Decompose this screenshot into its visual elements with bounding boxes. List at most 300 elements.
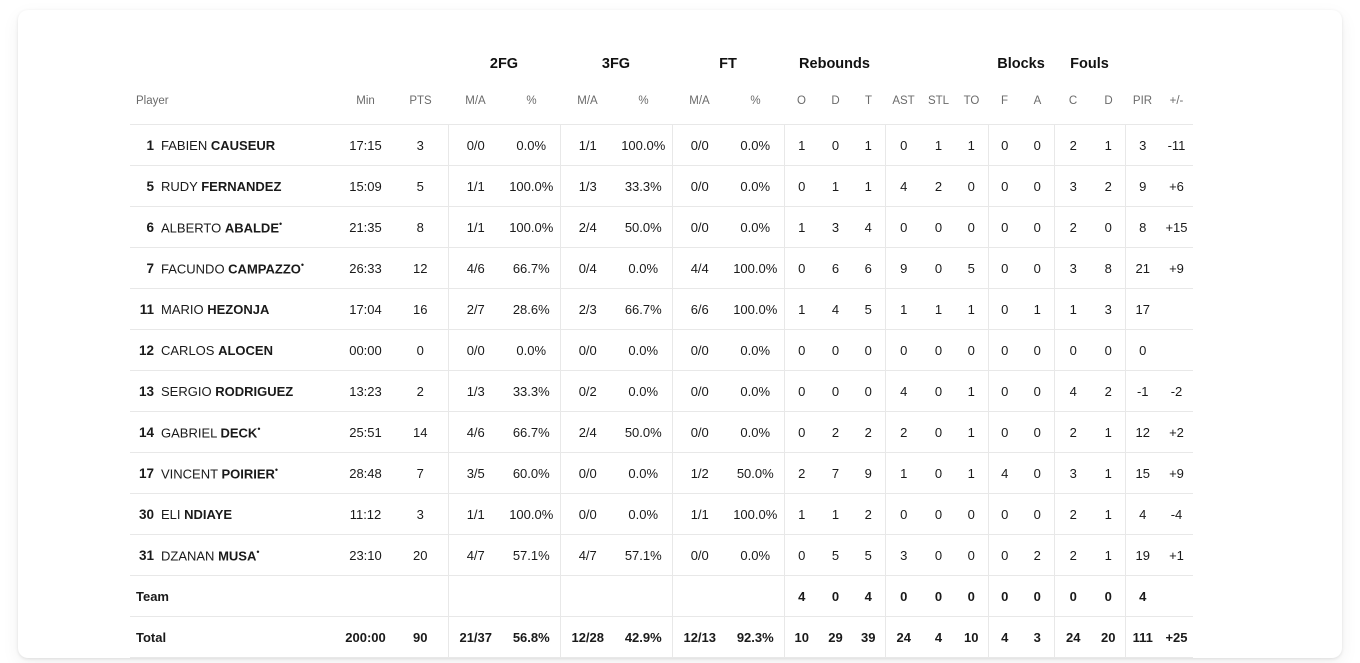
total-row <box>130 617 1193 658</box>
col-foul-c: C <box>1068 95 1078 107</box>
cell-3fg-pct: 0.0% <box>615 494 672 535</box>
cell-reb-o: 0 <box>784 412 819 453</box>
table-row[interactable] <box>130 330 1193 371</box>
cell-2fg-ma: 0/0 <box>448 330 503 371</box>
column-header-row <box>130 86 1193 125</box>
cell-foul-c: 2 <box>1054 207 1092 248</box>
table-row[interactable] <box>130 125 1193 166</box>
col-2fg-ma: M/A <box>465 95 486 107</box>
cell-foul-d: 2 <box>1092 166 1125 207</box>
col-2fg-pct: % <box>526 95 537 107</box>
cell-blk-f: 0 <box>988 330 1021 371</box>
cell-stl: 0 <box>922 330 955 371</box>
cell-foul-c: 3 <box>1054 453 1092 494</box>
cell-reb-d: 4 <box>819 289 852 330</box>
col-ast: AST <box>892 95 915 107</box>
boxscore-card <box>18 10 1342 658</box>
cell-foul-c: 1 <box>1054 289 1092 330</box>
cell-pir: 9 <box>1125 166 1160 207</box>
cell-ft-pct: 0.0% <box>727 412 784 453</box>
cell-ast: 4 <box>885 371 922 412</box>
player-number: 17 <box>138 466 154 482</box>
cell-to: 0 <box>955 535 988 576</box>
cell-min: 11:12 <box>338 494 393 535</box>
team-row-cell-reb-o: 4 <box>784 576 819 617</box>
cell-stl: 0 <box>922 535 955 576</box>
player-last-name: MUSA <box>218 548 257 564</box>
cell-reb-d: 2 <box>819 412 852 453</box>
player-number: 11 <box>139 301 154 317</box>
cell-3fg-ma: 1/3 <box>560 166 615 207</box>
cell-foul-c: 2 <box>1054 535 1092 576</box>
cell-stl: 1 <box>922 289 955 330</box>
cell-blk-a: 0 <box>1021 453 1054 494</box>
cell-pts: 2 <box>393 371 448 412</box>
cell-reb-d: 1 <box>819 166 852 207</box>
total-row-cell-blk-f: 4 <box>988 617 1021 658</box>
cell-to: 0 <box>955 330 988 371</box>
team-row-cell-min <box>338 576 393 617</box>
cell-ft-pct: 50.0% <box>727 453 784 494</box>
col-blk-f: F <box>1000 95 1009 107</box>
team-row-cell-ft-pct <box>727 576 784 617</box>
cell-stl: 0 <box>922 248 955 289</box>
cell-blk-a: 0 <box>1021 166 1054 207</box>
table-row[interactable] <box>130 289 1193 330</box>
cell-reb-t: 0 <box>852 371 885 412</box>
total-row-cell-pir: 111 <box>1125 617 1160 658</box>
col-reb-t: T <box>864 95 873 107</box>
team-row-cell-reb-t: 4 <box>852 576 885 617</box>
cell-reb-t: 5 <box>852 289 885 330</box>
cell-blk-a: 0 <box>1021 207 1054 248</box>
cell-foul-d: 1 <box>1092 535 1125 576</box>
table-row[interactable] <box>130 494 1193 535</box>
player-number: 1 <box>146 137 154 153</box>
group-spacer-pir <box>1125 48 1193 86</box>
cell-3fg-pct: 33.3% <box>615 166 672 207</box>
group-header-fouls: Fouls <box>1070 56 1109 72</box>
cell-3fg-ma: 2/4 <box>560 207 615 248</box>
cell-pts: 3 <box>393 125 448 166</box>
player-first-name: VINCENT <box>161 466 222 482</box>
cell-min: 00:00 <box>338 330 393 371</box>
total-row-cell-2fg-ma: 21/37 <box>448 617 503 658</box>
cell-ast: 0 <box>885 494 922 535</box>
total-row-cell-pts: 90 <box>393 617 448 658</box>
cell-foul-c: 4 <box>1054 371 1092 412</box>
cell-ft-ma: 0/0 <box>672 207 727 248</box>
cell-ft-ma: 4/4 <box>672 248 727 289</box>
cell-plusminus: +2 <box>1160 412 1193 453</box>
cell-pir: 0 <box>1125 330 1160 371</box>
cell-ft-pct: 100.0% <box>727 248 784 289</box>
cell-3fg-ma: 0/4 <box>560 248 615 289</box>
cell-stl: 0 <box>922 371 955 412</box>
cell-plusminus: -4 <box>1160 494 1193 535</box>
player-first-name: ALBERTO <box>161 220 225 236</box>
team-row-cell-blk-a: 0 <box>1021 576 1054 617</box>
total-row-cell-stl: 4 <box>922 617 955 658</box>
cell-reb-o: 0 <box>784 248 819 289</box>
table-row[interactable] <box>130 535 1193 576</box>
group-spacer <box>130 48 338 86</box>
player-cell[interactable] <box>130 371 338 412</box>
player-last-name: ALOCEN <box>218 342 273 358</box>
total-row-cell-to: 10 <box>955 617 988 658</box>
cell-ast: 1 <box>885 289 922 330</box>
cell-blk-f: 0 <box>988 248 1021 289</box>
cell-pts: 7 <box>393 453 448 494</box>
team-row-cell-3fg-ma <box>560 576 615 617</box>
group-spacer-astgroup <box>885 48 988 86</box>
cell-stl: 1 <box>922 125 955 166</box>
cell-foul-c: 2 <box>1054 494 1092 535</box>
cell-3fg-ma: 0/2 <box>560 371 615 412</box>
cell-reb-o: 0 <box>784 166 819 207</box>
cell-ast: 2 <box>885 412 922 453</box>
cell-plusminus <box>1160 330 1193 371</box>
cell-blk-a: 0 <box>1021 494 1054 535</box>
cell-3fg-ma: 4/7 <box>560 535 615 576</box>
player-first-name: RUDY <box>161 178 202 194</box>
col-min: Min <box>356 95 375 107</box>
cell-reb-t: 6 <box>852 248 885 289</box>
cell-ft-pct: 0.0% <box>727 535 784 576</box>
cell-to: 1 <box>955 371 988 412</box>
team-row-cell-to: 0 <box>955 576 988 617</box>
player-rows <box>130 125 1193 576</box>
cell-pir: 4 <box>1125 494 1160 535</box>
team-row-cell-reb-d: 0 <box>819 576 852 617</box>
cell-blk-a: 2 <box>1021 535 1054 576</box>
table-row[interactable] <box>130 453 1193 494</box>
cell-reb-d: 1 <box>819 494 852 535</box>
cell-2fg-ma: 4/6 <box>448 412 503 453</box>
cell-3fg-ma: 0/0 <box>560 330 615 371</box>
player-cell[interactable] <box>130 289 338 330</box>
cell-foul-d: 1 <box>1092 453 1125 494</box>
cell-ast: 0 <box>885 330 922 371</box>
cell-reb-o: 2 <box>784 453 819 494</box>
col-pir: PIR <box>1132 95 1153 107</box>
cell-3fg-pct: 50.0% <box>615 412 672 453</box>
cell-pts: 0 <box>393 330 448 371</box>
boxscore-table <box>130 48 1193 658</box>
player-last-name: CAMPAZZO <box>228 261 301 277</box>
cell-to: 0 <box>955 494 988 535</box>
cell-pir: 8 <box>1125 207 1160 248</box>
cell-2fg-ma: 4/6 <box>448 248 503 289</box>
cell-ast: 1 <box>885 453 922 494</box>
cell-plusminus: -2 <box>1160 371 1193 412</box>
cell-blk-f: 0 <box>988 289 1021 330</box>
cell-ft-ma: 0/0 <box>672 535 727 576</box>
cell-pts: 3 <box>393 494 448 535</box>
cell-reb-t: 2 <box>852 412 885 453</box>
player-cell[interactable] <box>130 330 338 371</box>
player-cell[interactable] <box>130 207 338 248</box>
cell-to: 1 <box>955 125 988 166</box>
player-first-name: FABIEN <box>161 137 211 153</box>
cell-foul-d: 0 <box>1092 207 1125 248</box>
cell-reb-t: 2 <box>852 494 885 535</box>
cell-ast: 0 <box>885 207 922 248</box>
cell-2fg-pct: 66.7% <box>503 412 560 453</box>
cell-to: 1 <box>955 412 988 453</box>
table-row[interactable] <box>130 412 1193 453</box>
cell-3fg-pct: 0.0% <box>615 371 672 412</box>
cell-plusminus: -11 <box>1160 125 1193 166</box>
cell-ft-ma: 6/6 <box>672 289 727 330</box>
team-row-cell-foul-c: 0 <box>1054 576 1092 617</box>
player-number: 14 <box>138 425 154 441</box>
player-cell[interactable] <box>130 535 338 576</box>
cell-plusminus: +1 <box>1160 535 1193 576</box>
cell-2fg-pct: 0.0% <box>503 125 560 166</box>
player-first-name: MARIO <box>161 301 208 317</box>
cell-reb-d: 6 <box>819 248 852 289</box>
team-row-cell-2fg-ma <box>448 576 503 617</box>
cell-2fg-pct: 100.0% <box>503 207 560 248</box>
cell-2fg-ma: 1/3 <box>448 371 503 412</box>
cell-ast: 0 <box>885 125 922 166</box>
cell-3fg-pct: 0.0% <box>615 453 672 494</box>
total-row-cell-ast: 24 <box>885 617 922 658</box>
table-row[interactable] <box>130 166 1193 207</box>
cell-2fg-pct: 66.7% <box>503 248 560 289</box>
cell-ft-pct: 0.0% <box>727 330 784 371</box>
cell-reb-t: 1 <box>852 125 885 166</box>
cell-3fg-ma: 0/0 <box>560 453 615 494</box>
cell-min: 26:33 <box>338 248 393 289</box>
cell-ft-pct: 0.0% <box>727 166 784 207</box>
group-header-2fg: 2FG <box>489 56 519 72</box>
cell-3fg-pct: 57.1% <box>615 535 672 576</box>
col-plusminus: +/- <box>1169 95 1184 107</box>
cell-pir: 15 <box>1125 453 1160 494</box>
cell-reb-t: 5 <box>852 535 885 576</box>
table-row[interactable] <box>130 248 1193 289</box>
team-row-cell-foul-d: 0 <box>1092 576 1125 617</box>
cell-blk-f: 0 <box>988 535 1021 576</box>
cell-foul-c: 2 <box>1054 125 1092 166</box>
cell-pir: 19 <box>1125 535 1160 576</box>
cell-2fg-ma: 1/1 <box>448 494 503 535</box>
cell-pts: 5 <box>393 166 448 207</box>
cell-foul-c: 3 <box>1054 248 1092 289</box>
col-to: TO <box>963 95 980 107</box>
cell-plusminus: +9 <box>1160 453 1193 494</box>
cell-stl: 0 <box>922 412 955 453</box>
group-header-blocks: Blocks <box>997 56 1045 72</box>
cell-blk-f: 0 <box>988 125 1021 166</box>
table-row[interactable] <box>130 371 1193 412</box>
cell-3fg-pct: 0.0% <box>615 248 672 289</box>
cell-stl: 0 <box>922 453 955 494</box>
player-number: 6 <box>146 220 154 236</box>
cell-blk-a: 0 <box>1021 248 1054 289</box>
col-stl: STL <box>927 95 950 107</box>
cell-to: 1 <box>955 289 988 330</box>
player-last-name: DECK <box>220 425 258 441</box>
cell-min: 15:09 <box>338 166 393 207</box>
cell-foul-d: 2 <box>1092 371 1125 412</box>
group-header-row <box>130 48 1193 86</box>
cell-3fg-ma: 1/1 <box>560 125 615 166</box>
player-cell[interactable] <box>130 412 338 453</box>
total-row-cell-plusminus: +25 <box>1160 617 1193 658</box>
cell-2fg-pct: 33.3% <box>503 371 560 412</box>
cell-ft-ma: 1/2 <box>672 453 727 494</box>
cell-to: 0 <box>955 207 988 248</box>
cell-min: 17:15 <box>338 125 393 166</box>
total-row-cell-blk-a: 3 <box>1021 617 1054 658</box>
cell-foul-c: 2 <box>1054 412 1092 453</box>
player-cell[interactable] <box>130 125 338 166</box>
cell-ast: 3 <box>885 535 922 576</box>
player-first-name: CARLOS <box>161 342 219 358</box>
total-row-cell-3fg-pct: 42.9% <box>615 617 672 658</box>
player-last-name: NDIAYE <box>184 506 233 522</box>
cell-reb-d: 3 <box>819 207 852 248</box>
group-header-3fg: 3FG <box>601 56 631 72</box>
col-reb-o: O <box>797 95 806 107</box>
cell-2fg-ma: 1/1 <box>448 207 503 248</box>
group-spacer-pts <box>393 48 448 86</box>
group-spacer-min <box>338 48 393 86</box>
player-cell[interactable] <box>130 453 338 494</box>
cell-pir: 12 <box>1125 412 1160 453</box>
cell-2fg-pct: 100.0% <box>503 494 560 535</box>
total-row-cell-min: 200:00 <box>338 617 393 658</box>
player-cell[interactable] <box>130 248 338 289</box>
player-first-name: GABRIEL <box>161 425 221 441</box>
cell-reb-d: 0 <box>819 330 852 371</box>
team-row-cell-pir: 4 <box>1125 576 1160 617</box>
team-row-cell-plusminus <box>1160 576 1193 617</box>
col-blk-a: A <box>1033 95 1042 107</box>
player-number: 5 <box>146 178 154 194</box>
total-row-cell-3fg-ma: 12/28 <box>560 617 615 658</box>
cell-min: 21:35 <box>338 207 393 248</box>
cell-blk-a: 0 <box>1021 330 1054 371</box>
cell-blk-a: 0 <box>1021 412 1054 453</box>
cell-plusminus: +6 <box>1160 166 1193 207</box>
cell-foul-d: 1 <box>1092 125 1125 166</box>
cell-pir: 3 <box>1125 125 1160 166</box>
player-last-name: RODRIGUEZ <box>215 383 294 399</box>
cell-pir: 17 <box>1125 289 1160 330</box>
player-number: 30 <box>138 506 154 522</box>
player-number: 31 <box>138 548 154 564</box>
cell-blk-a: 0 <box>1021 125 1054 166</box>
cell-reb-t: 1 <box>852 166 885 207</box>
cell-3fg-pct: 66.7% <box>615 289 672 330</box>
cell-3fg-ma: 0/0 <box>560 494 615 535</box>
cell-reb-o: 1 <box>784 494 819 535</box>
cell-pts: 14 <box>393 412 448 453</box>
col-player: Player <box>136 95 169 107</box>
cell-reb-d: 7 <box>819 453 852 494</box>
cell-2fg-pct: 57.1% <box>503 535 560 576</box>
cell-blk-f: 0 <box>988 412 1021 453</box>
cell-ft-pct: 0.0% <box>727 207 784 248</box>
col-foul-d: D <box>1104 95 1113 107</box>
cell-plusminus: +15 <box>1160 207 1193 248</box>
cell-foul-d: 1 <box>1092 412 1125 453</box>
summary-rows <box>130 576 1193 658</box>
cell-foul-c: 3 <box>1054 166 1092 207</box>
cell-blk-f: 0 <box>988 371 1021 412</box>
player-number: 12 <box>138 342 154 358</box>
cell-reb-d: 0 <box>819 371 852 412</box>
cell-blk-f: 0 <box>988 166 1021 207</box>
cell-ft-pct: 100.0% <box>727 494 784 535</box>
cell-2fg-pct: 28.6% <box>503 289 560 330</box>
cell-3fg-ma: 2/4 <box>560 412 615 453</box>
cell-ft-ma: 0/0 <box>672 412 727 453</box>
col-ft-ma: M/A <box>689 95 710 107</box>
col-3fg-pct: % <box>638 95 649 107</box>
cell-ast: 9 <box>885 248 922 289</box>
cell-3fg-pct: 100.0% <box>615 125 672 166</box>
cell-ft-pct: 100.0% <box>727 289 784 330</box>
starter-marker-icon: • <box>257 423 261 434</box>
cell-blk-a: 0 <box>1021 371 1054 412</box>
cell-reb-o: 0 <box>784 371 819 412</box>
starter-marker-icon: • <box>279 218 283 229</box>
cell-2fg-pct: 0.0% <box>503 330 560 371</box>
player-cell[interactable] <box>130 494 338 535</box>
cell-ft-ma: 0/0 <box>672 371 727 412</box>
cell-reb-d: 0 <box>819 125 852 166</box>
total-row-cell-foul-c: 24 <box>1054 617 1092 658</box>
cell-foul-d: 8 <box>1092 248 1125 289</box>
team-row-cell-3fg-pct <box>615 576 672 617</box>
cell-2fg-pct: 60.0% <box>503 453 560 494</box>
cell-reb-o: 0 <box>784 535 819 576</box>
table-row[interactable] <box>130 207 1193 248</box>
cell-blk-f: 0 <box>988 494 1021 535</box>
col-3fg-ma: M/A <box>577 95 598 107</box>
player-cell[interactable] <box>130 166 338 207</box>
cell-ft-ma: 0/0 <box>672 125 727 166</box>
col-reb-d: D <box>831 95 840 107</box>
player-first-name: FACUNDO <box>161 261 229 277</box>
player-first-name: SERGIO <box>161 383 216 399</box>
player-last-name: ABALDE <box>224 220 279 236</box>
cell-2fg-pct: 100.0% <box>503 166 560 207</box>
player-number: 13 <box>138 383 154 399</box>
cell-reb-t: 4 <box>852 207 885 248</box>
cell-plusminus <box>1160 289 1193 330</box>
player-first-name: ELI <box>161 506 185 522</box>
cell-pts: 16 <box>393 289 448 330</box>
player-last-name: FERNANDEZ <box>201 178 282 194</box>
cell-reb-o: 1 <box>784 125 819 166</box>
total-row-cell-foul-d: 20 <box>1092 617 1125 658</box>
player-first-name: DZANAN <box>161 548 219 564</box>
cell-ft-pct: 0.0% <box>727 371 784 412</box>
cell-foul-d: 1 <box>1092 494 1125 535</box>
cell-foul-c: 0 <box>1054 330 1092 371</box>
cell-min: 17:04 <box>338 289 393 330</box>
cell-stl: 0 <box>922 494 955 535</box>
cell-min: 25:51 <box>338 412 393 453</box>
col-ft-pct: % <box>750 95 761 107</box>
cell-2fg-ma: 3/5 <box>448 453 503 494</box>
